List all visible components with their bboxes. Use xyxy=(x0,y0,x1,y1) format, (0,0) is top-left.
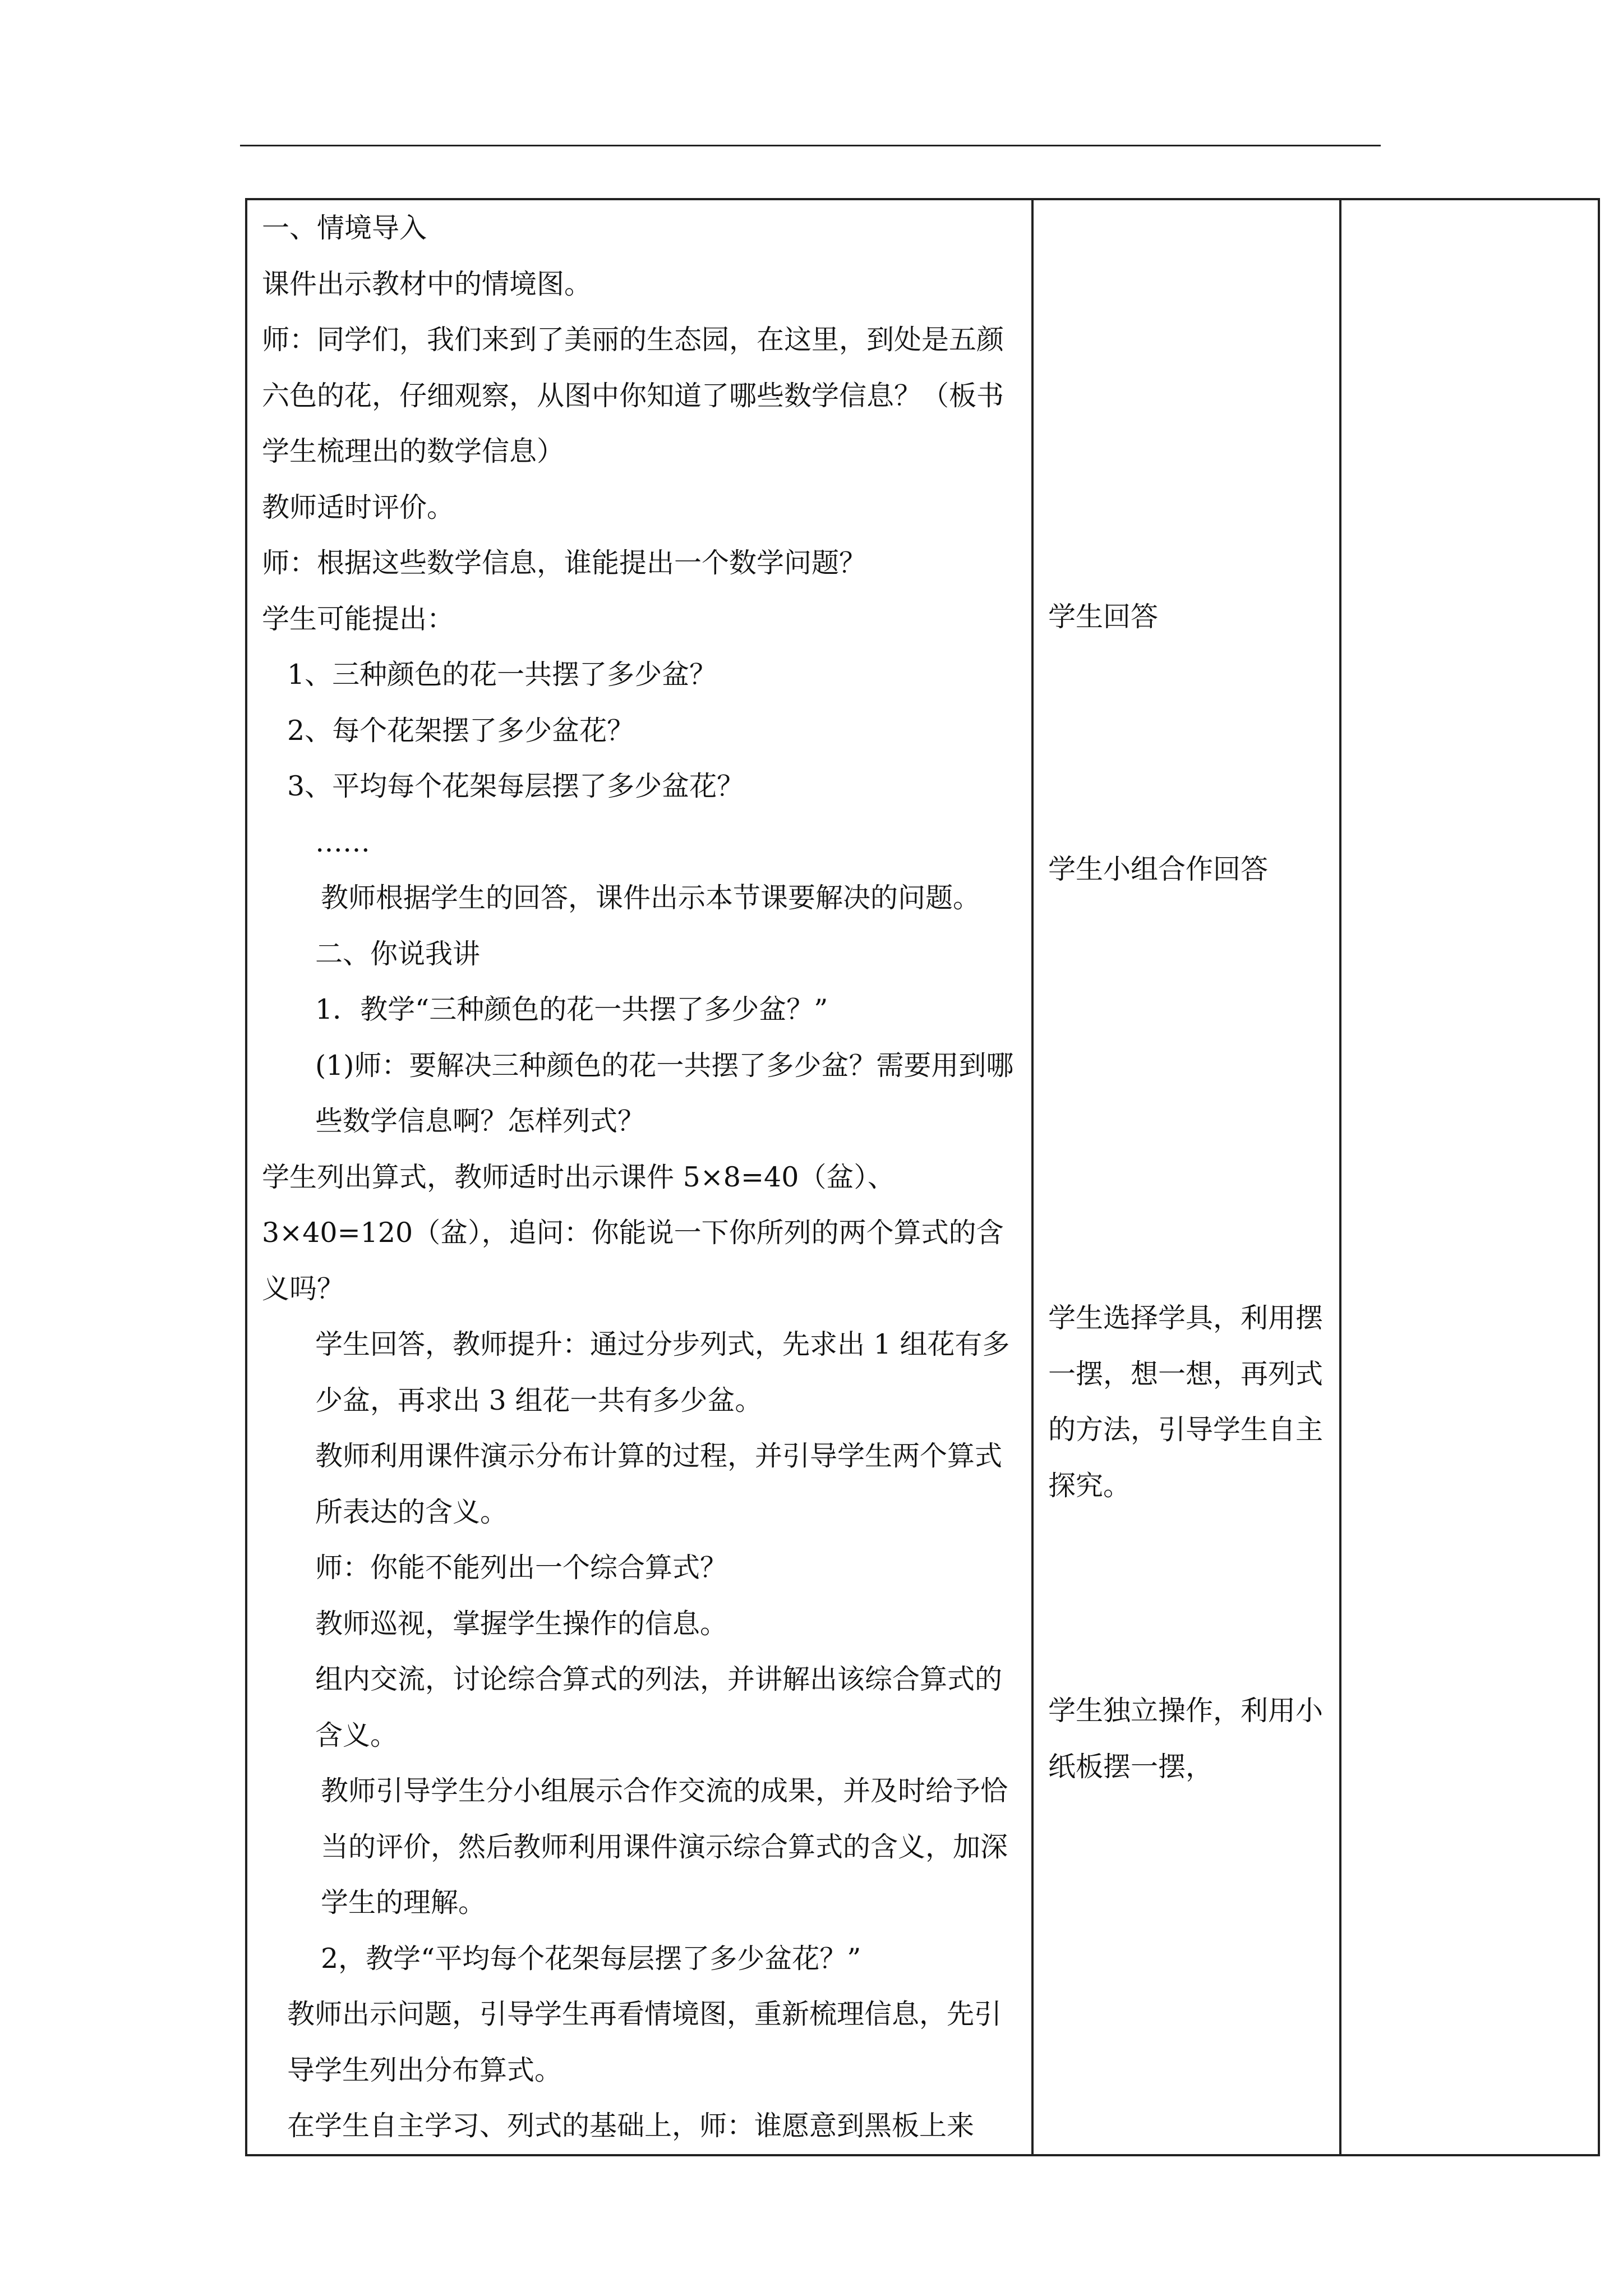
paragraph: 师：根据这些数学信息，谁能提出一个数学问题？ xyxy=(262,547,867,579)
paragraph: 教师引导学生分小组展示合作交流的成果，并及时给予恰当的评价，然后教师利用课件演示综合算式的含义，加深学生的理解。 xyxy=(321,1775,1008,1918)
student-activity-cell xyxy=(1032,199,1340,2155)
teaching-process-text xyxy=(247,200,1031,2154)
header-rule xyxy=(240,145,1381,146)
paragraph: 2，教学“平均每个花架每层摆了多少盆花？” xyxy=(321,1942,861,1975)
paragraph: 学生可能提出： xyxy=(262,602,455,635)
table-row xyxy=(246,199,1599,2155)
list-item: 3、平均每个花架每层摆了多少盆花？ xyxy=(287,770,745,802)
list-item: 2、每个花架摆了多少盆花？ xyxy=(287,714,635,747)
paragraph: 教师适时评价。 xyxy=(262,491,455,523)
paragraph: 教师利用课件演示分布计算的过程，并引导学生两个算式所表达的含义。 xyxy=(315,1440,1003,1528)
teaching-process-cell xyxy=(246,199,1032,2155)
paragraph: (1)师：要解决三种颜色的花一共摆了多少盆？需要用到哪些数学信息啊？怎样列式？ xyxy=(315,1049,1014,1137)
paragraph: 在学生自主学习、列式的基础上，师：谁愿意到黑板上来 xyxy=(287,2110,975,2142)
paragraph: 教师出示问题，引导学生再看情境图，重新梳理信息，先引导学生列出分布算式。 xyxy=(287,1998,1002,2086)
ellipsis: …… xyxy=(315,826,370,858)
student-note: 学生独立操作，利用小纸板摆一摆， xyxy=(1048,1695,1324,1783)
paragraph: 1．教学“三种颜色的花一共摆了多少盆？” xyxy=(315,993,828,1025)
paragraph: 师：你能不能列出一个综合算式？ xyxy=(315,1552,728,1584)
paragraph: 学生列出算式，教师适时出示课件 5×8=40（盆）、3×40=120（盆），追问：你能说一下你所列的两个算式的含义吗？ xyxy=(262,1161,1004,1305)
section-heading: 一、情境导入 xyxy=(262,212,427,244)
paragraph: 师：同学们，我们来到了美丽的生态园，在这里，到处是五颜六色的花，仔细观察，从图中你知道了哪些数学信息？（板书学生梳理出的数学信息） xyxy=(262,324,1004,467)
notes-cell xyxy=(1340,199,1599,2155)
paragraph: 课件出示教材中的情境图。 xyxy=(262,268,592,300)
lesson-plan-table xyxy=(245,198,1600,2156)
paragraph: 学生回答，教师提升：通过分步列式，先求出 1 组花有多少盆，再求出 3 组花一共有多少盆。 xyxy=(315,1328,1010,1416)
list-item: 1、三种颜色的花一共摆了多少盆？ xyxy=(287,659,717,691)
paragraph: 教师巡视，掌握学生操作的信息。 xyxy=(315,1607,728,1640)
student-activity-text xyxy=(1034,200,1339,2154)
paragraph: 教师根据学生的回答，课件出示本节课要解决的问题。 xyxy=(321,882,981,914)
student-note: 学生小组合作回答 xyxy=(1048,853,1269,885)
student-note: 学生回答 xyxy=(1048,601,1159,633)
paragraph: 组内交流，讨论综合算式的列法，并讲解出该综合算式的含义。 xyxy=(315,1663,1003,1751)
section-heading: 二、你说我讲 xyxy=(315,937,481,970)
student-note: 学生选择学具，利用摆一摆，想一想，再列式的方法，引导学生自主探究。 xyxy=(1048,1302,1324,1502)
